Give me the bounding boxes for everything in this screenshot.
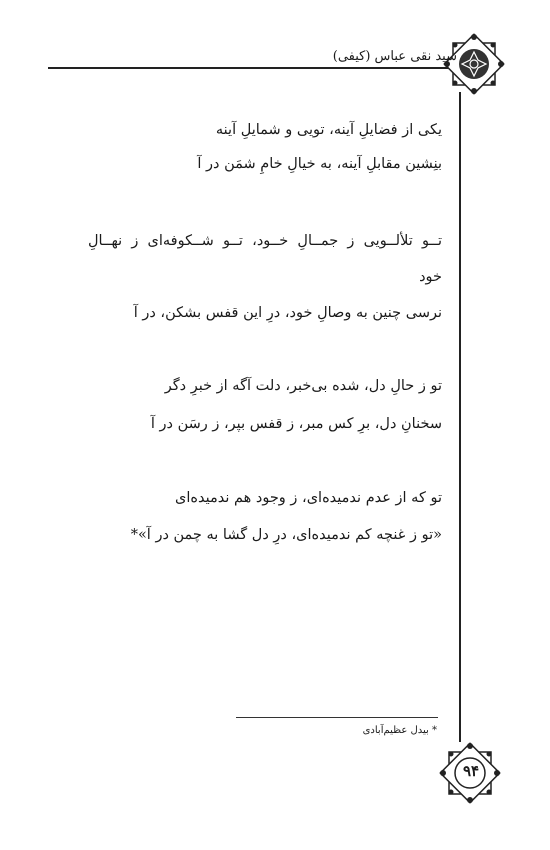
- ornament-rosette-icon: [441, 31, 507, 97]
- poem-line: نرسی چنین به وصالِ خود، درِ این قفس بشکن، در آ: [133, 305, 442, 321]
- poem-line: «تو ز غنچه کم ندمیده‌ای، درِ دل گشا به چمن در آ»*: [130, 527, 442, 543]
- footnote: * بیدل عظیم‌آبادی: [362, 725, 437, 736]
- poem-line: تو که از عدم ندمیده‌ای، ز وجود هم ندمیده‌ای: [175, 490, 442, 506]
- header-rule: [48, 67, 448, 69]
- poem-line: خود: [419, 269, 442, 285]
- poem-line: یکی از فضایلِ آینه، تویی و شمایلِ آینه: [215, 122, 442, 138]
- poem-line: تو ز حالِ دل، شده بی‌خبر، دلت آگه از خبرِ دگر: [164, 378, 442, 394]
- poem-line: بنِشین مقابلِ آینه، به خیالِ خامِ شمَن در آ: [197, 156, 442, 172]
- poem-line: تــو تلألــویی ز جمــالِ خــود، تــو شــکوفه‌ای ز نهــالِ: [88, 233, 442, 249]
- poem-line: سخنانِ دل، برِ کس مبر، ز قفس بپر، ز رسَن در آ: [150, 416, 442, 432]
- margin-rule: [459, 92, 461, 742]
- page-number: ۹۴: [462, 762, 480, 780]
- running-header-title: سید نقی عباس (کیفی): [332, 49, 457, 64]
- footnote-rule: [236, 717, 438, 718]
